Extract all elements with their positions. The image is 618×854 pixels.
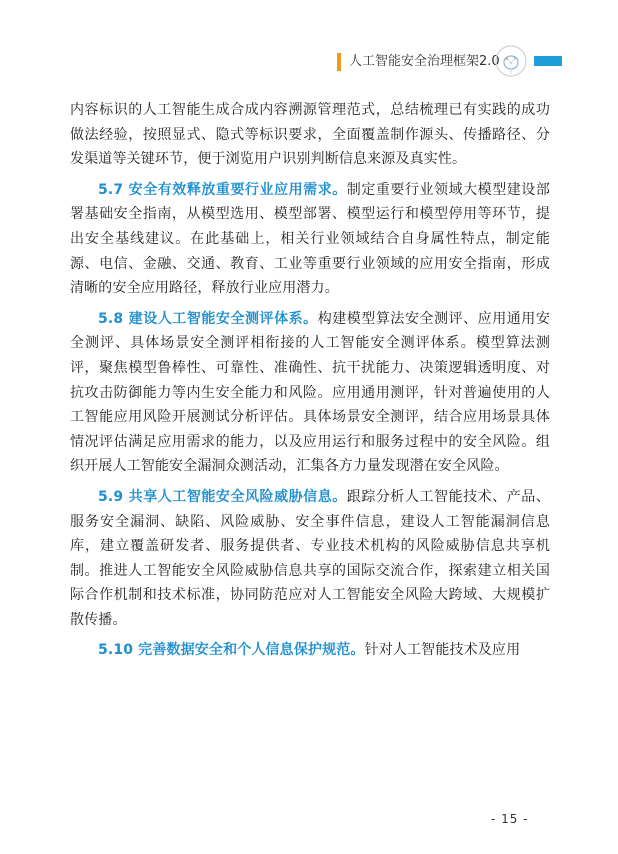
paragraph-text: 针对人工智能技术及应用 [364,642,521,659]
paragraph-5-7 [70,178,550,301]
section-heading-5-10: 5.10 完善数据安全和个人信息保护规范。 [98,642,365,659]
ai-brain-logo-icon [494,44,528,78]
paragraph-5-9 [70,485,550,633]
section-heading-5-7: 5.7 安全有效释放重要行业应用需求。 [98,181,347,198]
header-blue-block [534,56,562,66]
document-body [70,98,550,669]
page-header [0,0,618,90]
header-accent-bar [337,53,341,71]
paragraph-text: 跟踪分析人工智能技术、产品、服务安全漏洞、缺陷、风险威胁、安全事件信息，建设人工智能漏洞信息库，建立覆盖研发者、服务提供者、专业技术机构的风险威胁信息共享机制。推进人工智能安全风险威胁信息共享的国际交流合作，探索建立相关国际合作机制和技术标准，协同防范应对人工智能安全风险大跨域、大规模扩散传播。 [70,488,550,628]
paragraph-text: 内容标识的人工智能生成合成内容溯源管理范式，总结梳理已有实践的成功做法经验，按照显式、隐式等标识要求，全面覆盖制作源头、传播路径、分发渠道等关键环节，便于浏览用户识别判断信息来源及真实性。 [70,102,550,168]
paragraph-text: 构建模型算法安全测评、应用通用安全测评、具体场景安全测评相衔接的人工智能安全测评体系。模型算法测评，聚焦模型鲁棒性、可靠性、准确性、抗干扰能力、决策逻辑透明度、对抗攻击防御能力等内生安全能力和风险。应用通用测评，针对普遍使用的人工智能应用风险开展测试分析评估。具体场景安全测评，结合应用场景具体情况评估满足应用需求的能力，以及应用运行和服务过程中的安全风险。组织开展人工智能安全漏洞众测活动，汇集各方力量发现潜在安全风险。 [70,310,550,475]
paragraph-text: 制定重要行业领域大模型建设部署基础安全指南，从模型选用、模型部署、模型运行和模型停用等环节，提出安全基线建议。在此基础上，相关行业领域结合自身属性特点，制定能源、电信、金融、交通、教育、工业等重要行业领域的应用安全指南，形成清晰的安全应用路径，释放行业应用潜力。 [70,181,550,297]
section-heading-5-9: 5.9 共享人工智能安全风险威胁信息。 [98,488,347,505]
page-number: - 15 - [491,812,529,826]
section-heading-5-8: 5.8 建设人工智能安全测评体系。 [98,310,318,327]
paragraph-5-8 [70,307,550,479]
paragraph-5-10 [70,638,550,663]
header-title: 人工智能安全治理框架2.0 [349,54,500,69]
paragraph-continuation [70,98,550,172]
